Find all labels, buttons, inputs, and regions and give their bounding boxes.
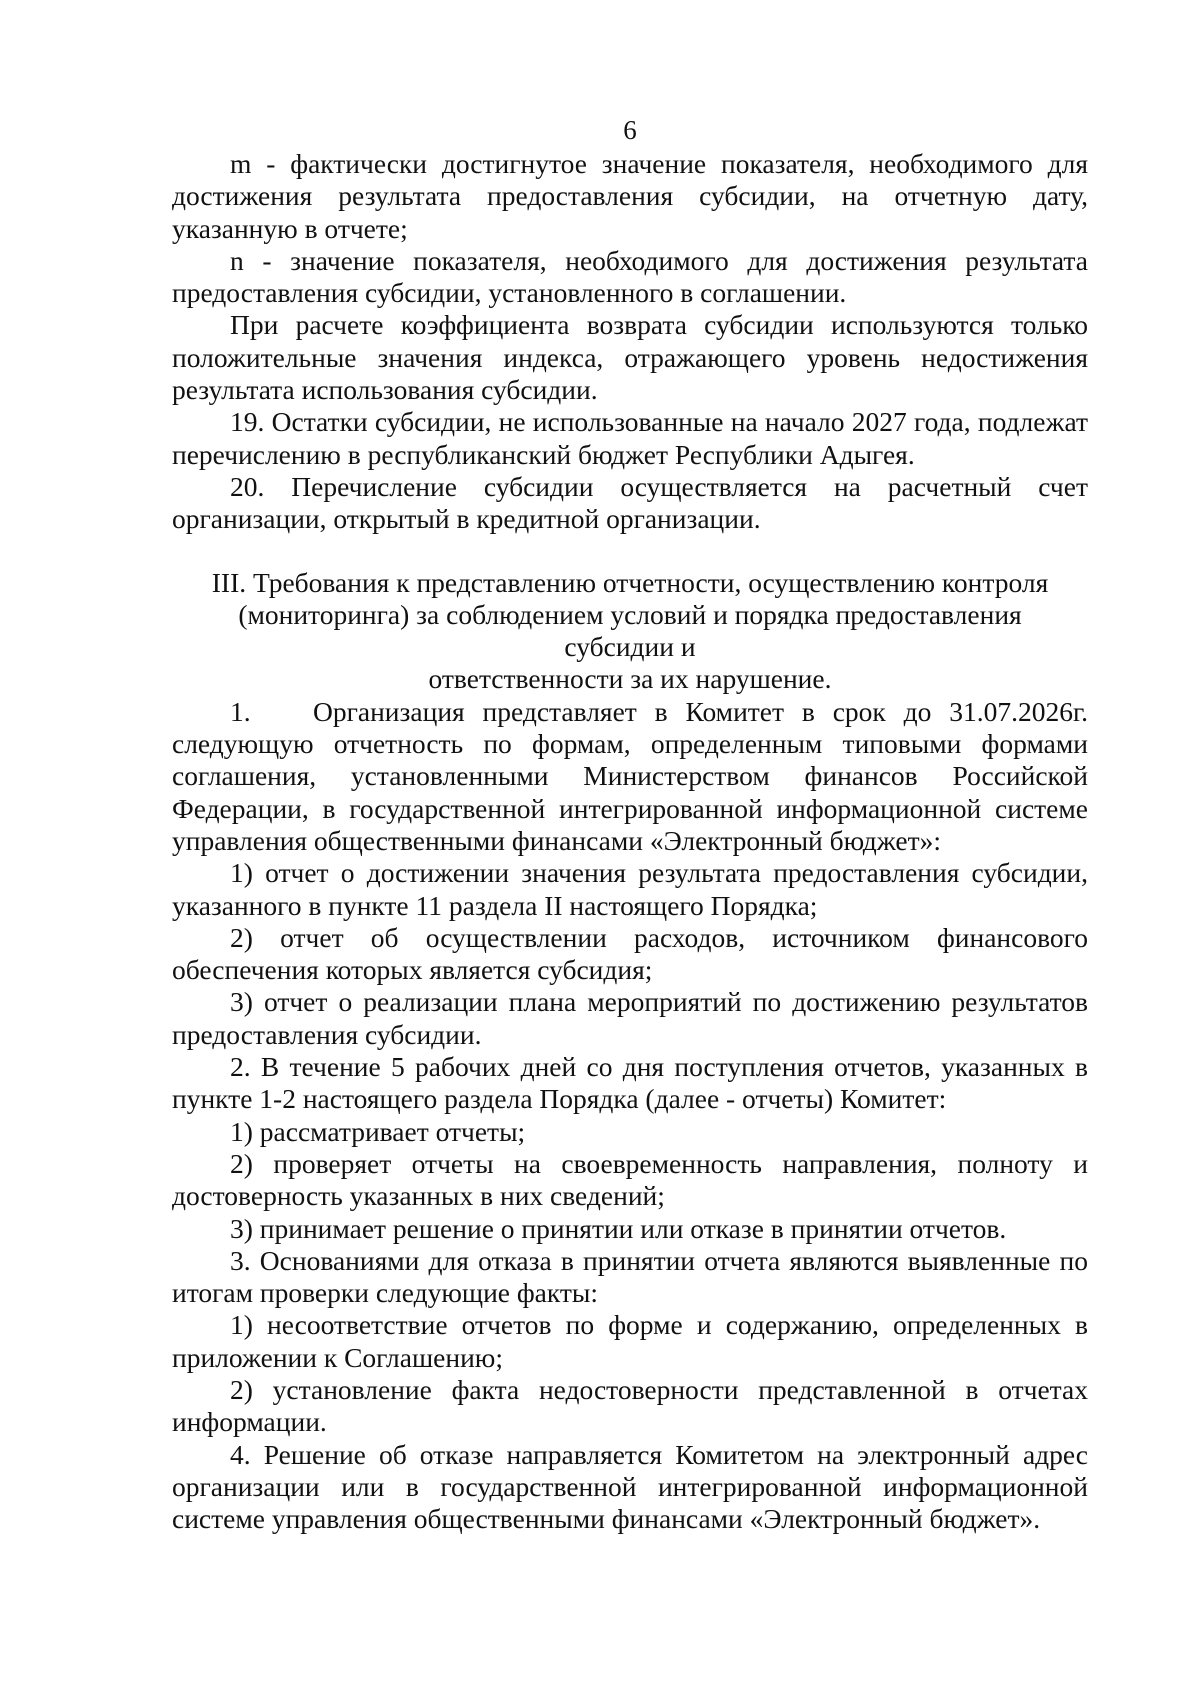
paragraph-item-2: 2. В течение 5 рабочих дней со дня поступления отчетов, указанных в пункте 1-2 настоящего раздела Порядка (далее - отчеты) Комитет:: [172, 1051, 1088, 1115]
paragraph-n-definition: n - значение показателя, необходимого для достижения результата предоставления субсидии, установленного в соглашении.: [172, 244, 1088, 309]
paragraph-coefficient-note: При расчете коэффициента возврата субсидии используются только положительные значения индекса, отражающего уровень недостижения результата использования субсидии.: [172, 309, 1088, 406]
paragraph-report-3: 3) отчет о реализации плана мероприятий по достижению результатов предоставления субсидии.: [172, 986, 1088, 1050]
document-body: [172, 148, 1088, 1535]
paragraph-review-3: 3) принимает решение о принятии или отказе в принятии отчетов.: [230, 1212, 1007, 1244]
paragraph-report-2: 2) отчет об осуществлении расходов, источником финансового обеспечения которых является субсидия;: [172, 921, 1088, 986]
paragraph-item-1: [172, 696, 1088, 857]
section-title-line: (мониторинга) за соблюдением условий и порядка предоставления: [238, 598, 1022, 630]
section-title: [172, 567, 1088, 696]
paragraph-item-19: 19. Остатки субсидии, не использованные на начало 2027 года, подлежат перечислению в республиканский бюджет Республики Адыгея.: [172, 406, 1088, 470]
paragraph-grounds-2: 2) установление факта недостоверности представленной в отчетах информации.: [172, 1373, 1088, 1438]
item-number: 1.: [230, 695, 251, 727]
paragraph-grounds-1: 1) несоответствие отчетов по форме и содержанию, определенных в приложении к Соглашению;: [172, 1309, 1088, 1373]
paragraph-m-definition: m - фактически достигнутое значение показателя, необходимого для достижения результата предоставления субсидии, на отчетную дату, указанную в отчете;: [172, 148, 1088, 244]
page-number: 6: [623, 115, 637, 145]
paragraph-item-4: 4. Решение об отказе направляется Комитетом на электронный адрес организации или в государственной интегрированной информационной системе управления общественными финансами «Электронный бюджет».: [172, 1438, 1088, 1535]
paragraph-review-2: 2) проверяет отчеты на своевременность направления, полноту и достоверность указанных в них сведений;: [172, 1147, 1088, 1212]
section-title-line: III. Требования к представлению отчетности, осуществлению контроля: [211, 566, 1049, 598]
paragraph-review-1: 1) рассматривает отчеты;: [230, 1115, 526, 1147]
item-text: Организация представляет в Комитет в срок до 31.07.2026г. следующую отчетность по формам, определенным типовыми формами соглашения, установленными Министерством финансов Российской Федерации, в государственной интегрированной информационной системе управления общественными финансами «Электронный бюджет»:: [172, 695, 1088, 856]
paragraph-item-3: 3. Основаниями для отказа в принятии отчета являются выявленные по итогам проверки следующие факты:: [172, 1244, 1088, 1309]
section-title-line: ответственности за их нарушение.: [428, 663, 832, 695]
paragraph-item-20: 20. Перечисление субсидии осуществляется на расчетный счет организации, открытый в кредитной организации.: [172, 470, 1088, 535]
paragraph-report-1: 1) отчет о достижении значения результата предоставления субсидии, указанного в пункте 11 раздела II настоящего Порядка;: [172, 857, 1088, 921]
section-title-line: субсидии и: [564, 631, 696, 663]
